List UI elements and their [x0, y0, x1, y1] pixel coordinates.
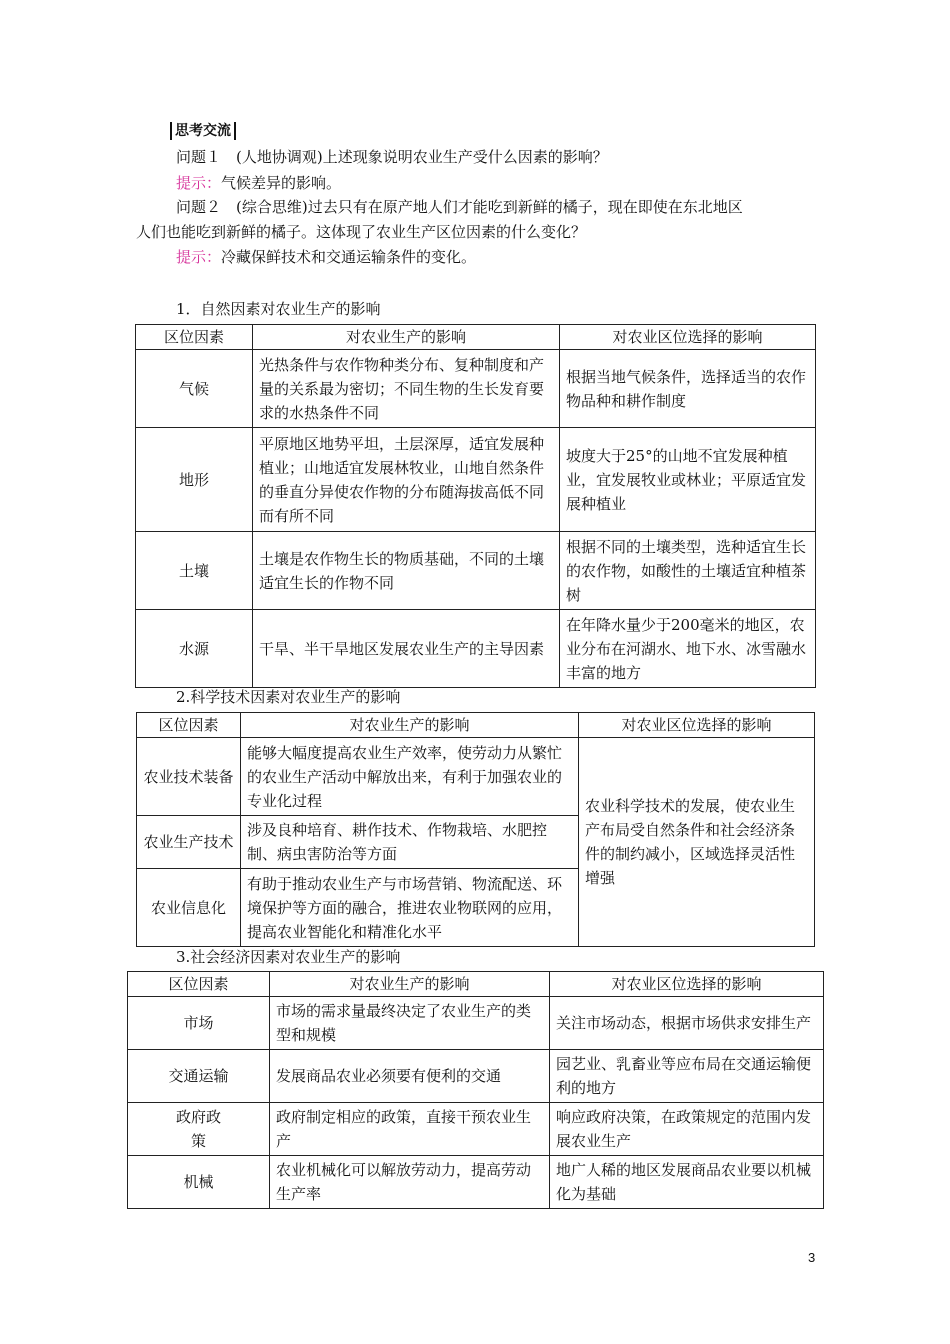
section-2-title: 2.科学技术因素对农业生产的影响: [176, 688, 401, 706]
row-factor: 地形: [136, 428, 253, 532]
page-number: 3: [808, 1250, 816, 1265]
row-factor: 机械: [128, 1156, 270, 1209]
hint-label: 提示：: [176, 248, 222, 266]
answer-2-text: 冷藏保鲜技术和交通运输条件的变化。: [221, 248, 477, 266]
header-choice: 对农业区位选择的影响: [560, 325, 816, 350]
row-choice: 地广人稀的地区发展商品农业要以机械化为基础: [550, 1156, 824, 1209]
row-factor: 农业技术装备: [137, 738, 241, 816]
row-impact: 光热条件与农作物种类分布、复种制度和产量的关系最为密切；不同生物的生长发育要求的水热条件不同: [253, 350, 560, 428]
answer-1: [176, 172, 341, 194]
header-factor: 区位因素: [136, 325, 253, 350]
answer-1-text: 气候差异的影响。: [221, 174, 342, 192]
question-2-line-1: 问题２ (综合思维)过去只有在原产地人们才能吃到新鲜的橘子，现在即使在东北地区: [176, 198, 743, 216]
table-row: [136, 610, 816, 688]
row-impact: 政府制定相应的政策，直接干预农业生产: [270, 1103, 550, 1156]
natural-factors-table: [135, 324, 816, 688]
header-impact: 对农业生产的影响: [241, 713, 579, 738]
table-row: [136, 532, 816, 610]
row-impact: 能够大幅度提高农业生产效率，使劳动力从繁忙的农业生产活动中解放出来，有利于加强农业的专业化过程: [241, 738, 579, 816]
table-row: [128, 1050, 824, 1103]
row-choice: 坡度大于25°的山地不宜发展种植业，宜发展牧业或林业；平原适宜发展种植业: [560, 428, 816, 532]
row-choice: 响应政府决策，在政策规定的范围内发展农业生产: [550, 1103, 824, 1156]
row-factor: 政府政策: [128, 1103, 270, 1156]
question-1: 问题１ (人地协调观)上述现象说明农业生产受什么因素的影响？: [176, 148, 608, 166]
row-factor: 农业生产技术: [137, 816, 241, 869]
row-impact: 平原地区地势平坦，土层深厚，适宜发展种植业；山地适宜发展林牧业，山地自然条件的垂直分异使农作物的分布随海拔高低不同而有所不同: [253, 428, 560, 532]
row-factor: 市场: [128, 997, 270, 1050]
row-impact: 市场的需求量最终决定了农业生产的类型和规模: [270, 997, 550, 1050]
header-factor: 区位因素: [128, 972, 270, 997]
header-factor: 区位因素: [137, 713, 241, 738]
row-factor: 交通运输: [128, 1050, 270, 1103]
table-header-row: [137, 713, 815, 738]
tech-factors-table: [136, 712, 815, 947]
table-row: [128, 997, 824, 1050]
row-choice: 根据当地气候条件，选择适当的农作物品种和耕作制度: [560, 350, 816, 428]
section-3-title: 3.社会经济因素对农业生产的影响: [176, 948, 401, 966]
section-1-title: 1．自然因素对农业生产的影响: [176, 300, 381, 318]
table-row: [136, 350, 816, 428]
table-header-row: [136, 325, 816, 350]
row-factor: 气候: [136, 350, 253, 428]
row-factor: 土壤: [136, 532, 253, 610]
row-impact: 有助于推动农业生产与市场营销、物流配送、环境保护等方面的融合，推进农业物联网的应用，提高农业智能化和精准化水平: [241, 869, 579, 947]
row-factor: 农业信息化: [137, 869, 241, 947]
hint-label: 提示：: [176, 174, 222, 192]
row-factor: 水源: [136, 610, 253, 688]
shared-choice: 农业科学技术的发展，使农业生产布局受自然条件和社会经济条件的制约减小，区域选择灵活性增强: [579, 738, 815, 947]
table-row: [137, 738, 815, 816]
table-row: [136, 428, 816, 532]
header-choice: 对农业区位选择的影响: [550, 972, 824, 997]
row-impact: 涉及良种培育、耕作技术、作物栽培、水肥控制、病虫害防治等方面: [241, 816, 579, 869]
row-choice: 关注市场动态，根据市场供求安排生产: [550, 997, 824, 1050]
table-header-row: [128, 972, 824, 997]
header-choice: 对农业区位选择的影响: [579, 713, 815, 738]
row-impact: 农业机械化可以解放劳动力，提高劳动生产率: [270, 1156, 550, 1209]
think-exchange-badge: 思考交流: [170, 122, 236, 140]
row-choice: 根据不同的土壤类型，选种适宜生长的农作物，如酸性的土壤适宜种植茶树: [560, 532, 816, 610]
row-choice: 园艺业、乳畜业等应布局在交通运输便利的地方: [550, 1050, 824, 1103]
header-impact: 对农业生产的影响: [253, 325, 560, 350]
table-row: [128, 1156, 824, 1209]
header-impact: 对农业生产的影响: [270, 972, 550, 997]
row-impact: 土壤是农作物生长的物质基础，不同的土壤适宜生长的作物不同: [253, 532, 560, 610]
answer-2: [176, 246, 476, 268]
table-row: [128, 1103, 824, 1156]
socio-economic-factors-table: [127, 971, 824, 1209]
row-impact: 发展商品农业必须要有便利的交通: [270, 1050, 550, 1103]
row-impact: 干旱、半干旱地区发展农业生产的主导因素: [253, 610, 560, 688]
question-2-line-2: 人们也能吃到新鲜的橘子。这体现了农业生产区位因素的什么变化？: [136, 223, 587, 241]
row-choice: 在年降水量少于200毫米的地区，农业分布在河湖水、地下水、冰雪融水丰富的地方: [560, 610, 816, 688]
